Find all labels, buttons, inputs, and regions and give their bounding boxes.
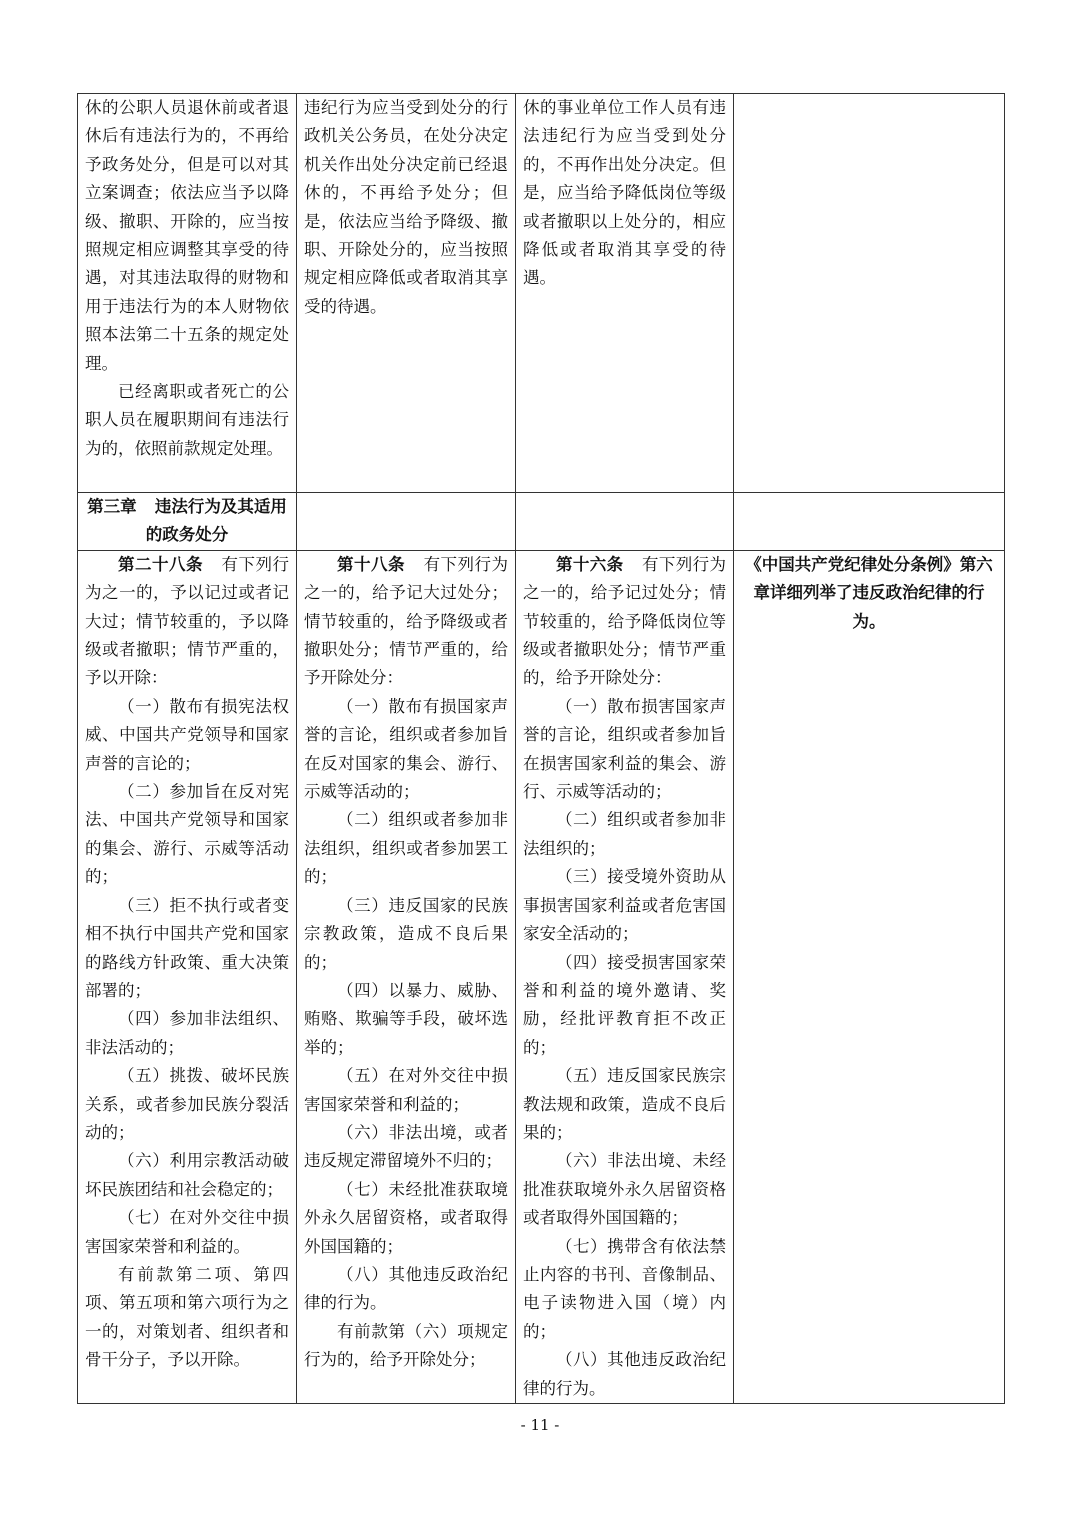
table-cell <box>297 550 516 1403</box>
paragraph: 已经离职或者死亡的公职人员在履职期间有违法行为的，依照前款规定处理。 <box>85 382 289 458</box>
table-row <box>78 493 1005 551</box>
list-item: （六）利用宗教活动破坏民族团结和社会稳定的； <box>85 1151 289 1199</box>
table-cell <box>734 493 1005 551</box>
list-item: （七）在对外交往中损害国家荣誉和利益的。 <box>85 1208 289 1256</box>
list-item: 有前款第（六）项规定行为的，给予开除处分； <box>304 1321 508 1370</box>
article-lead: 第十八条 有下列行为之一的，给予记大过处分；情节较重的，给予降级或者撤职处分；情节严重的，给予开除处分： <box>304 554 508 688</box>
paragraph: 休的公职人员退休前或者退休后有违法行为的，不再给予政务处分，但是可以对其立案调查；依法应当予以降级、撤职、开除的，应当按照规定相应调整其享受的待遇，对其违法取得的财物和用于违法行为的本人财物依照本法第二十五条的规定处理。 <box>85 98 289 373</box>
paragraph: 休的事业单位工作人员有违法违纪行为应当受到处分的，不再作出处分决定。但是，应当给予降低岗位等级或者撤职以上处分的，相应降低或者取消其享受的待遇。 <box>523 98 726 288</box>
chapter-heading <box>85 493 289 550</box>
page-number: - 11 - <box>520 1416 560 1434</box>
table-row <box>78 550 1005 1403</box>
article-number: 第十八条 <box>337 554 405 574</box>
list-item: （二）组织或者参加非法组织，组织或者参加罢工的； <box>304 810 508 887</box>
list-item: （一）散布有损宪法权威、中国共产党领导和国家声誉的言论的； <box>85 696 289 773</box>
list-item: （一）散布有损国家声誉的言论，组织或者参加旨在反对国家的集会、游行、示威等活动的； <box>304 696 508 802</box>
chapter-title: 违法行为及其适用的政务处分 <box>145 497 287 545</box>
list-item: （六）非法出境、未经批准获取境外永久居留资格或者取得外国国籍的； <box>523 1151 726 1228</box>
article-number: 第二十八条 <box>118 554 203 574</box>
article-lead: 第十六条 有下列行为之一的，给予记过处分；情节较重的，给予降低岗位等级或者撤职处分；情节严重的，给予开除处分： <box>523 554 727 688</box>
list-item: （七）未经批准获取境外永久居留资格，或者取得外国国籍的； <box>304 1179 508 1256</box>
note-text: 《中国共产党纪律处分条例》第六章详细列举了违反政治纪律的行为。 <box>745 554 993 631</box>
list-item: （五）违反国家民族宗教法规和政策，造成不良后果的； <box>523 1066 726 1142</box>
table-cell <box>734 94 1005 493</box>
list-item: （三）违反国家的民族宗教政策，造成不良后果的； <box>304 895 508 972</box>
list-item: （三）拒不执行或者变相不执行中国共产党和国家的路线方针政策、重大决策部署的； <box>85 895 289 1000</box>
table-cell <box>516 493 734 551</box>
list-item: （七）携带含有依法禁止内容的书刊、音像制品、电子读物进入国（境）内的； <box>523 1236 726 1341</box>
list-item: （八）其他违反政治纪律的行为。 <box>523 1350 726 1398</box>
table-cell <box>516 550 734 1403</box>
list-item: （一）散布损害国家声誉的言论，组织或者参加旨在损害国家利益的集会、游行、示威等活动的； <box>523 696 726 802</box>
article-number: 第十六条 <box>556 554 624 574</box>
chapter-heading-cell <box>78 493 297 551</box>
list-item: 有前款第二项、第四项、第五项和第六项行为之一的，对策划者、组织者和骨干分子，予以开除。 <box>85 1264 289 1370</box>
paragraph: 违纪行为应当受到处分的行政机关公务员，在处分决定机关作出处分决定前已经退休的，不再给予处分；但是，依法应当给予降级、撤职、开除处分的，应当按照规定相应降低或者取消其享受的待遇。 <box>304 98 508 316</box>
list-item: （四）以暴力、威胁、贿赂、欺骗等手段，破坏选举的； <box>304 980 508 1057</box>
table-cell <box>516 94 734 493</box>
chapter-label: 第三章 <box>87 497 137 516</box>
table-cell <box>734 550 1005 1403</box>
list-item: （二）参加旨在反对宪法、中国共产党领导和国家的集会、游行、示威等活动的； <box>85 782 289 887</box>
list-item: （四）接受损害国家荣誉和利益的境外邀请、奖励，经批评教育拒不改正的； <box>523 952 726 1057</box>
table-cell <box>297 493 516 551</box>
article-lead: 第二十八条 有下列行为之一的，予以记过或者记大过；情节较重的，予以降级或者撤职；情节严重的，予以开除： <box>85 554 289 688</box>
list-item: （五）挑拨、破坏民族关系，或者参加民族分裂活动的； <box>85 1066 289 1142</box>
list-item: （三）接受境外资助从事损害国家利益或者危害国家安全活动的； <box>523 867 726 944</box>
table-cell <box>78 94 297 493</box>
list-item: （八）其他违反政治纪律的行为。 <box>304 1264 508 1313</box>
list-item: （五）在对外交往中损害国家荣誉和利益的； <box>304 1066 508 1114</box>
table-row <box>78 94 1005 493</box>
table-cell <box>297 94 516 493</box>
list-item: （六）非法出境，或者违反规定滞留境外不归的； <box>304 1122 508 1171</box>
list-item: （四）参加非法组织、非法活动的； <box>85 1009 289 1057</box>
table-cell <box>78 550 297 1403</box>
list-item: （二）组织或者参加非法组织的； <box>523 810 726 858</box>
comparison-table <box>77 93 1005 1404</box>
